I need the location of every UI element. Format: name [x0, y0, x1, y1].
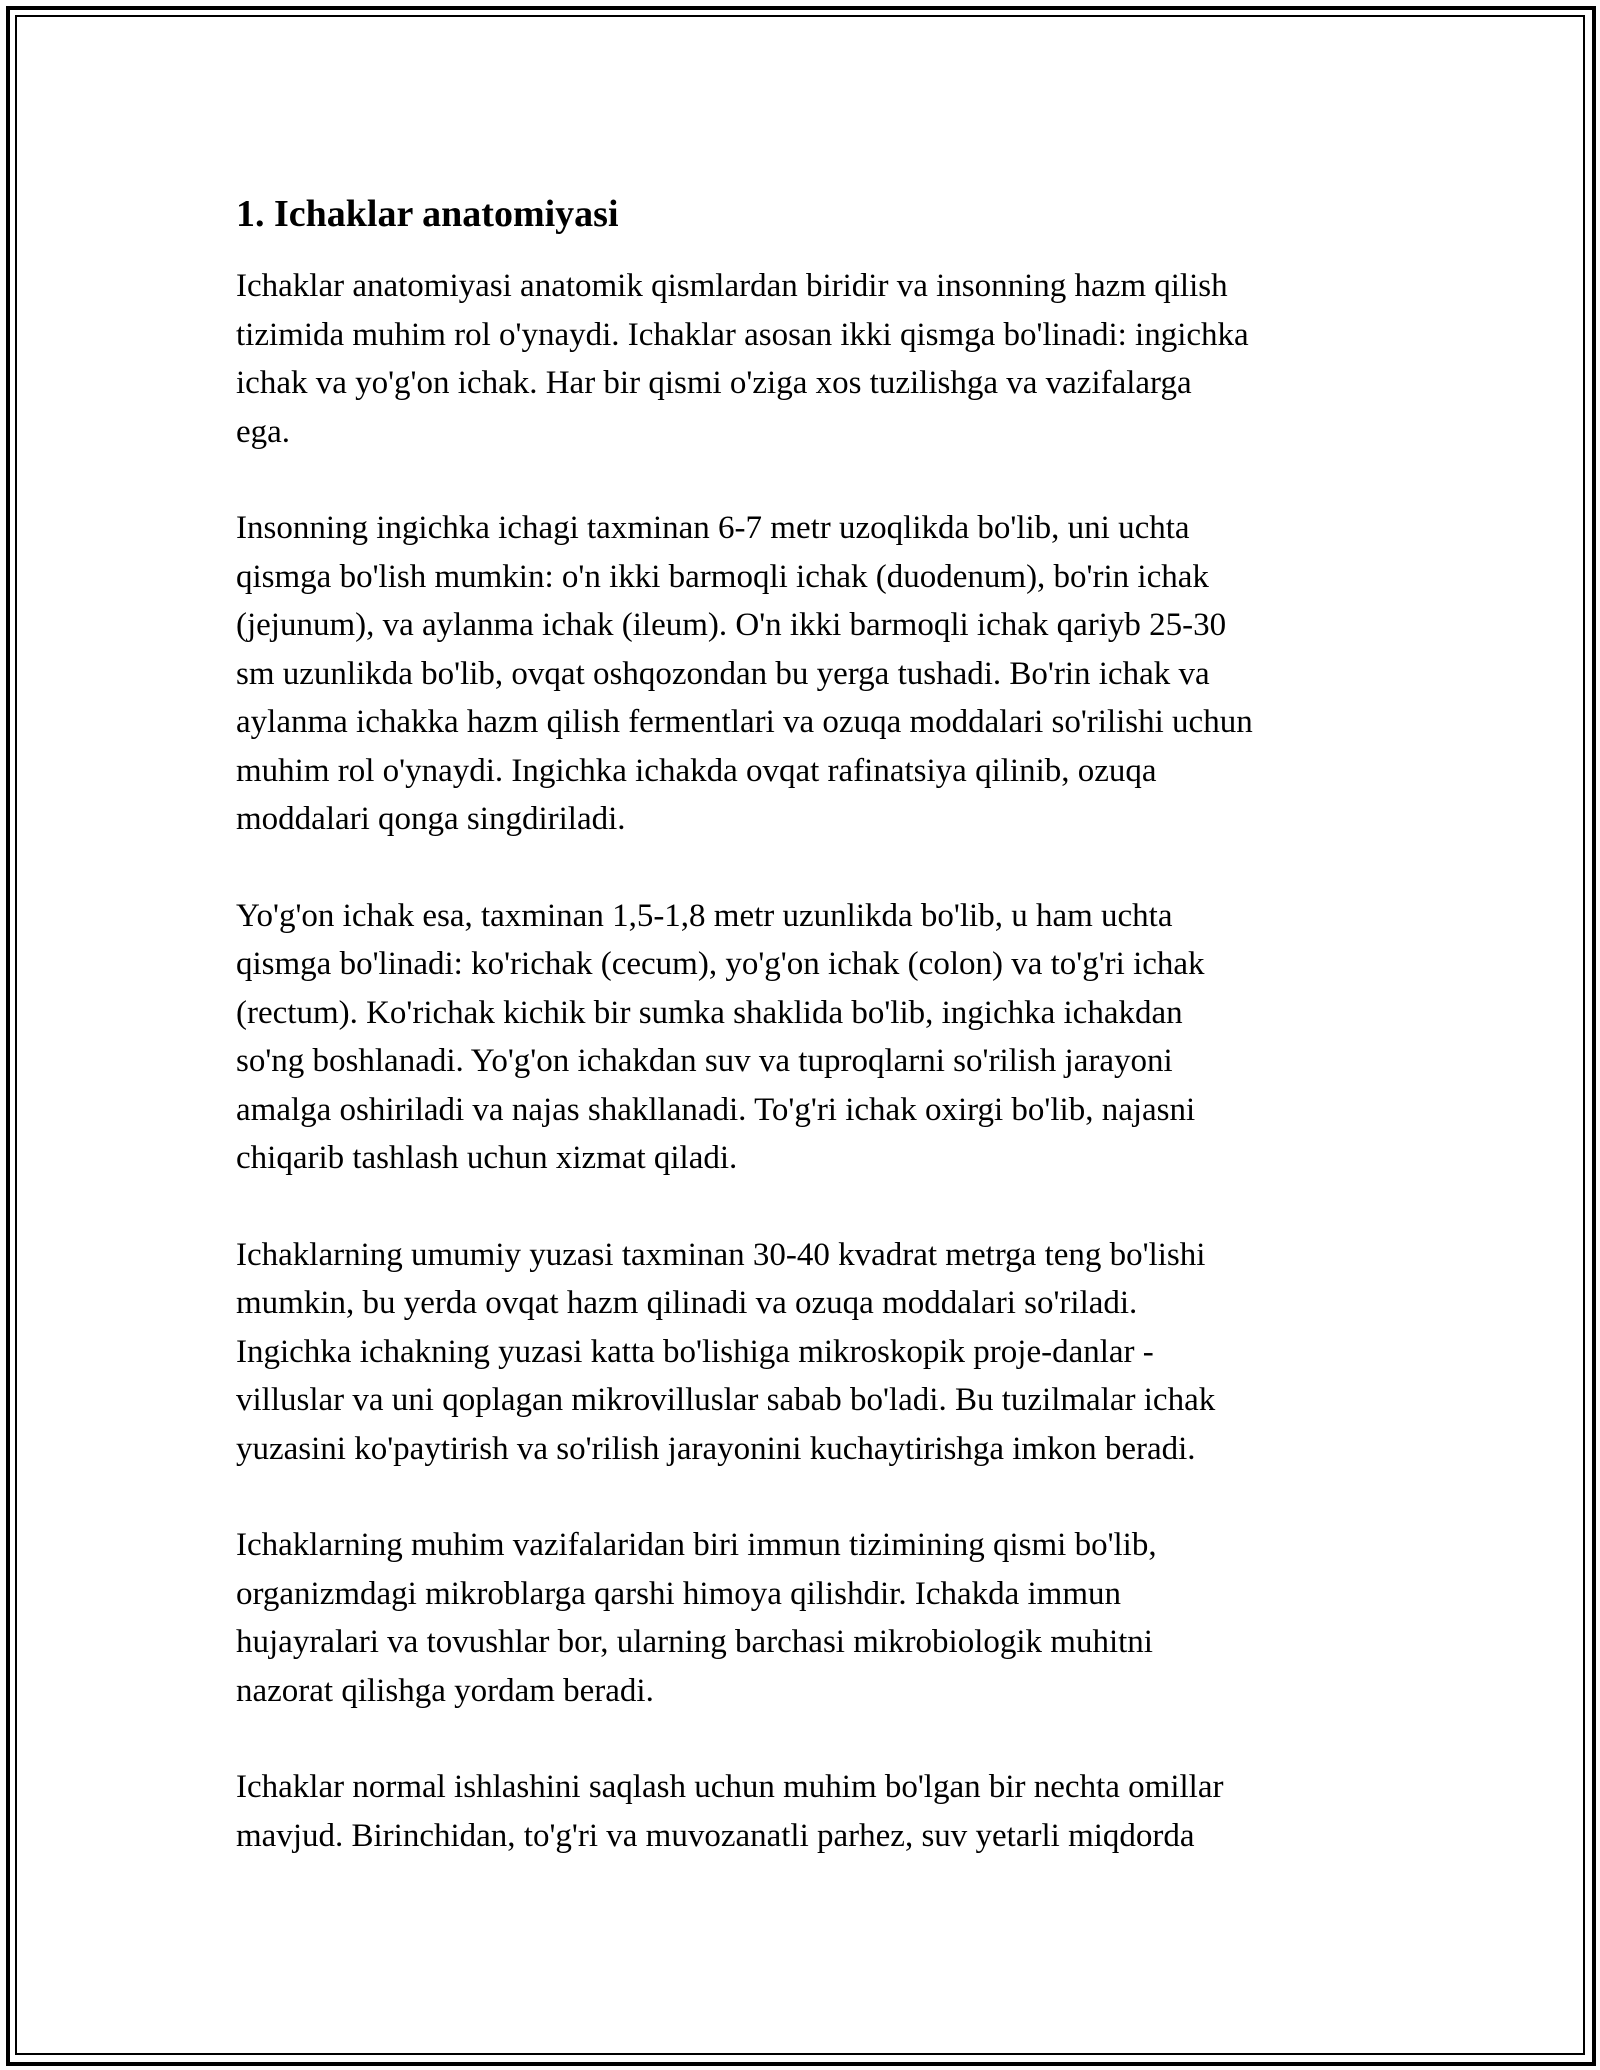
text-line: moddalari qonga singdiriladi.: [236, 801, 626, 837]
text-line: qismga bo'linadi: ko'richak (cecum), yo'g'on ichak (colon) va to'g'ri ichak: [236, 946, 1205, 982]
text-line: (rectum). Ko'richak kichik bir sumka shaklida bo'lib, ingichka ichakdan: [236, 994, 1183, 1031]
paragraph: [236, 1231, 1381, 1474]
paragraph: [236, 262, 1381, 456]
text-line: Ichaklarning muhim vazifalaridan biri immun tizimining qismi bo'lib,: [236, 1527, 1157, 1563]
text-line: tizimida muhim rol o'ynaydi. Ichaklar asosan ikki qismga bo'linadi: ingichka: [236, 316, 1249, 353]
text-line: Ichaklar anatomiyasi anatomik qismlardan biridir va insonning hazm qilish: [236, 268, 1228, 304]
document-body: [236, 180, 1381, 1908]
text-line: ichak va yo'g'on ichak. Har bir qismi o'ziga xos tuzilishga va vazifalarga: [236, 365, 1192, 401]
text-line: Ichaklarning umumiy yuzasi taxminan 30-40 kvadrat metrga teng bo'lishi: [236, 1236, 1206, 1273]
text-line: muhim rol o'ynaydi. Ingichka ichakda ovqat rafinatsiya qilinib, ozuqa: [236, 752, 1157, 789]
text-line: villuslar va uni qoplagan mikrovilluslar sabab bo'ladi. Bu tuzilmalar ichak: [236, 1382, 1216, 1418]
text-line: organizmdagi mikroblarga qarshi himoya qilishdir. Ichakda immun: [236, 1575, 1122, 1612]
text-line: yuzasini ko'paytirish va so'rilish jarayonini kuchaytirishga imkon beradi.: [236, 1430, 1196, 1467]
text-line: amalga oshiriladi va najas shakllanadi. To'g'ri ichak oxirgi bo'lib, najasni: [236, 1091, 1196, 1128]
paragraph-list: [236, 262, 1381, 1860]
text-line: mavjud. Birinchidan, to'g'ri va muvozanatli parhez, suv yetarli miqdorda: [236, 1817, 1195, 1854]
text-line: qismga bo'lish mumkin: o'n ikki barmoqli ichak (duodenum), bo'rin ichak: [236, 558, 1209, 595]
text-line: mumkin, bu yerda ovqat hazm qilinadi va ozuqa moddalari so'riladi.: [236, 1285, 1138, 1321]
text-line: Insonning ingichka ichagi taxminan 6-7 metr uzoqlikda bo'lib, uni uchta: [236, 510, 1190, 546]
text-line: Ingichka ichakning yuzasi katta bo'lishiga mikroskopik proje-danlar -: [236, 1333, 1154, 1370]
paragraph: [236, 504, 1381, 844]
paragraph: [236, 1521, 1381, 1715]
text-line: aylanma ichakka hazm qilish fermentlari va ozuqa moddalari so'rilishi uchun: [236, 704, 1253, 740]
text-line: ega.: [236, 413, 291, 450]
section-heading: 1. Ichaklar anatomiyasi: [236, 193, 619, 235]
text-line: (jejunum), va aylanma ichak (ileum). O'n ikki barmoqli ichak qariyb 25-30: [236, 607, 1227, 643]
text-line: sm uzunlikda bo'lib, ovqat oshqozondan bu yerga tushadi. Bo'rin ichak va: [236, 655, 1210, 692]
paragraph: [236, 1763, 1381, 1860]
text-line: nazorat qilishga yordam beradi.: [236, 1672, 654, 1709]
text-line: Ichaklar normal ishlashini saqlash uchun muhim bo'lgan bir nechta omillar: [236, 1769, 1224, 1805]
text-line: chiqarib tashlash uchun xizmat qiladi.: [236, 1140, 738, 1176]
paragraph: [236, 892, 1381, 1183]
text-line: hujayralari va tovushlar bor, ularning barchasi mikrobiologik muhitni: [236, 1624, 1153, 1660]
text-line: so'ng boshlanadi. Yo'g'on ichakdan suv va tuproqlarni so'rilish jarayoni: [236, 1043, 1173, 1079]
text-line: Yo'g'on ichak esa, taxminan 1,5-1,8 metr uzunlikda bo'lib, u ham uchta: [236, 897, 1173, 934]
